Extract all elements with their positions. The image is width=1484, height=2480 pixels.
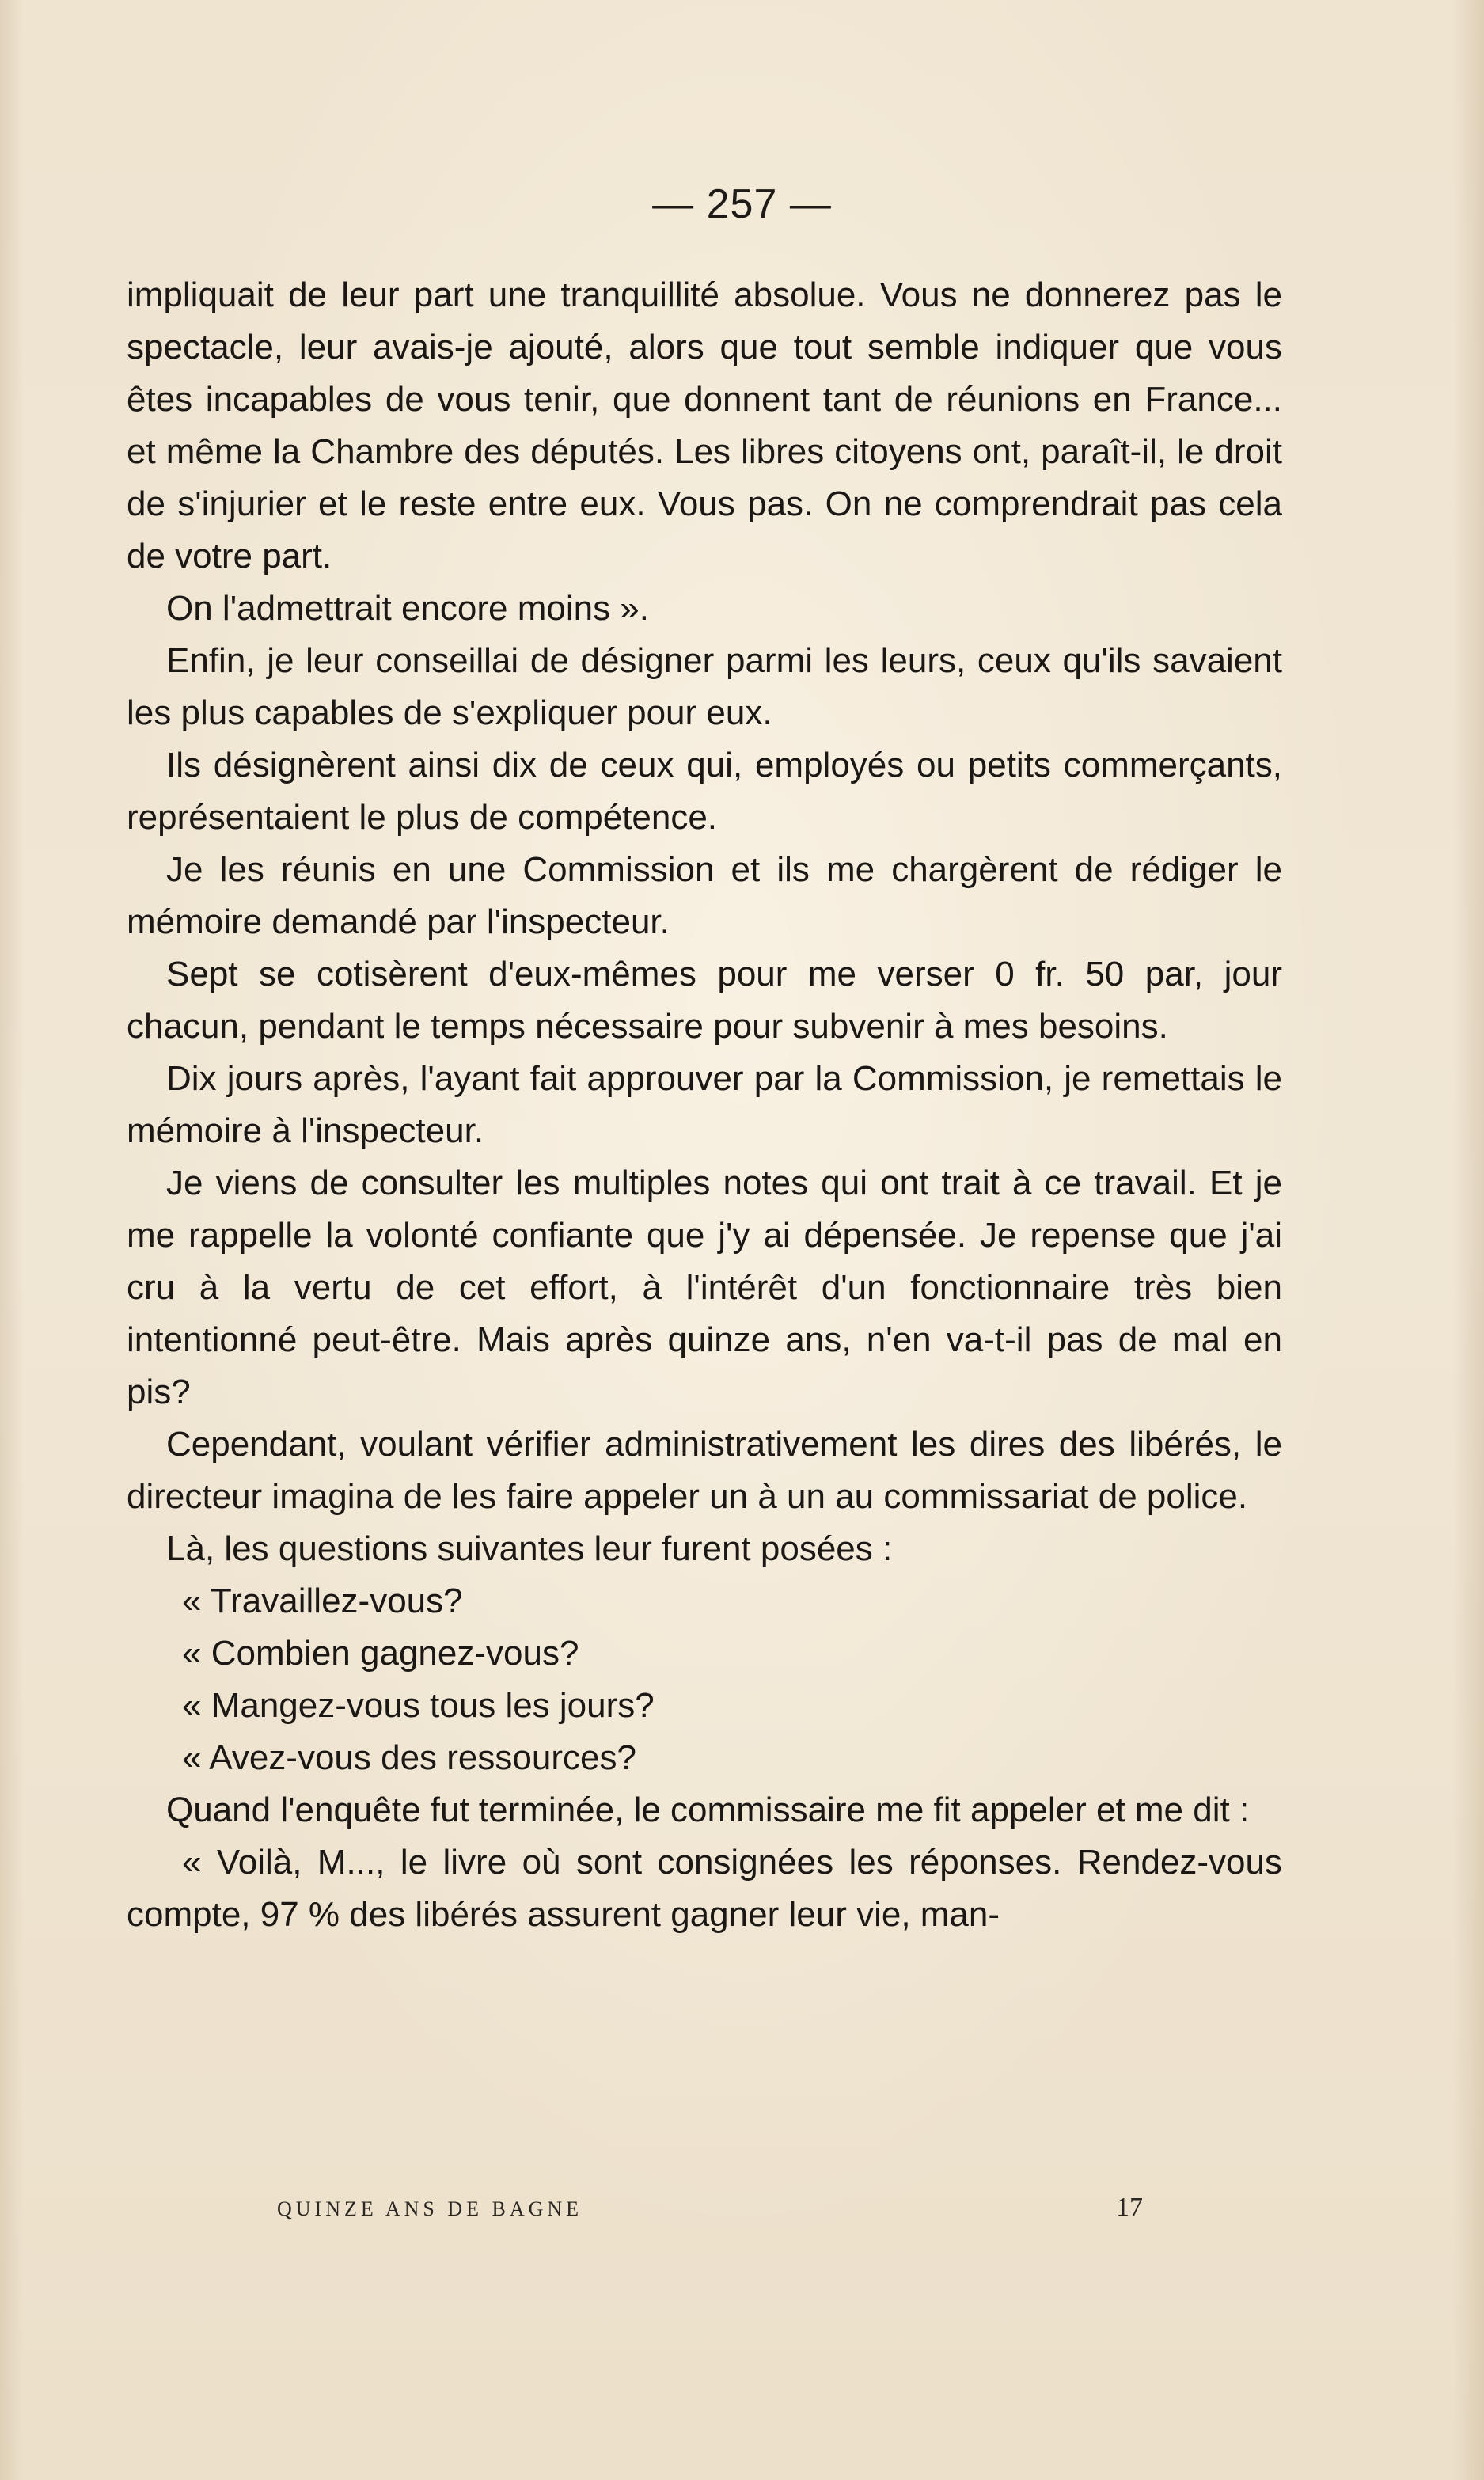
signature-mark: 17 (1116, 2193, 1143, 2222)
paragraph: On l'admettrait encore moins ». (166, 589, 650, 628)
left-edge-shadow (0, 0, 24, 2480)
running-footer-title: QUINZE ANS DE BAGNE (277, 2197, 583, 2220)
paragraph: Sept se cotisèrent d'eux-mêmes pour me verser 0 fr. 50 par, jour chacun, pendant le temps nécessaire pour subvenir à mes besoins. (127, 955, 1282, 1046)
question-line: « Mangez-vous tous les jours? (182, 1686, 655, 1725)
page-footer (127, 2193, 1235, 2229)
page-number: — 257 — (652, 181, 832, 227)
paragraph: Là, les questions suivantes leur furent posées : (166, 1529, 893, 1568)
paragraph: Je les réunis en une Commission et ils me chargèrent de rédiger le mémoire demandé par l'inspecteur. (127, 850, 1282, 941)
paragraph: impliquait de leur part une tranquillité absolue. Vous ne donnerez pas le spectacle, leur avais-je ajouté, alors que tout semble indiquer que vous êtes incapables de vous tenir, que donnent tant de réunions en France... et même la Chambre des députés. Les libres citoyens ont, paraît-il, le droit de s'injurier et le reste entre eux. Vous pas. On ne comprendrait pas cela de votre part. (127, 275, 1282, 575)
paragraph: Dix jours après, l'ayant fait approuver par la Commission, je remettais le mémoire à l'inspecteur. (127, 1059, 1282, 1150)
paragraph: Ils désignèrent ainsi dix de ceux qui, employés ou petits commerçants, représentaient le plus de compétence. (127, 746, 1282, 837)
paragraph: Je viens de consulter les multiples notes qui ont trait à ce travail. Et je me rappelle la volonté confiante que j'y ai dépensée. Je repense que j'ai cru à la vertu de cet effort, à l'intérêt d'un fonctionnaire très bien intentionné peut-être. Mais après quinze ans, n'en va-t-il pas de mal en pis? (127, 1164, 1282, 1411)
paragraph: « Voilà, M..., le livre où sont consignées les réponses. Rendez-vous compte, 97 % des libérés assurent gagner leur vie, man- (127, 1843, 1282, 1934)
question-line: « Combien gagnez-vous? (182, 1634, 579, 1673)
paragraph: Enfin, je leur conseillai de désigner parmi les leurs, ceux qu'ils savaient les plus capables de s'expliquer pour eux. (127, 641, 1282, 732)
body-text (127, 269, 1282, 1941)
right-edge-shadow (1452, 0, 1484, 2480)
question-line: « Travaillez-vous? (182, 1582, 463, 1620)
paragraph: Quand l'enquête fut terminée, le commissaire me fit appeler et me dit : (166, 1791, 1250, 1829)
question-line: « Avez-vous des ressources? (182, 1738, 636, 1777)
paragraph: Cependant, voulant vérifier administrativement les dires des libérés, le directeur imagina de les faire appeler un à un au commissariat de police. (127, 1425, 1282, 1516)
